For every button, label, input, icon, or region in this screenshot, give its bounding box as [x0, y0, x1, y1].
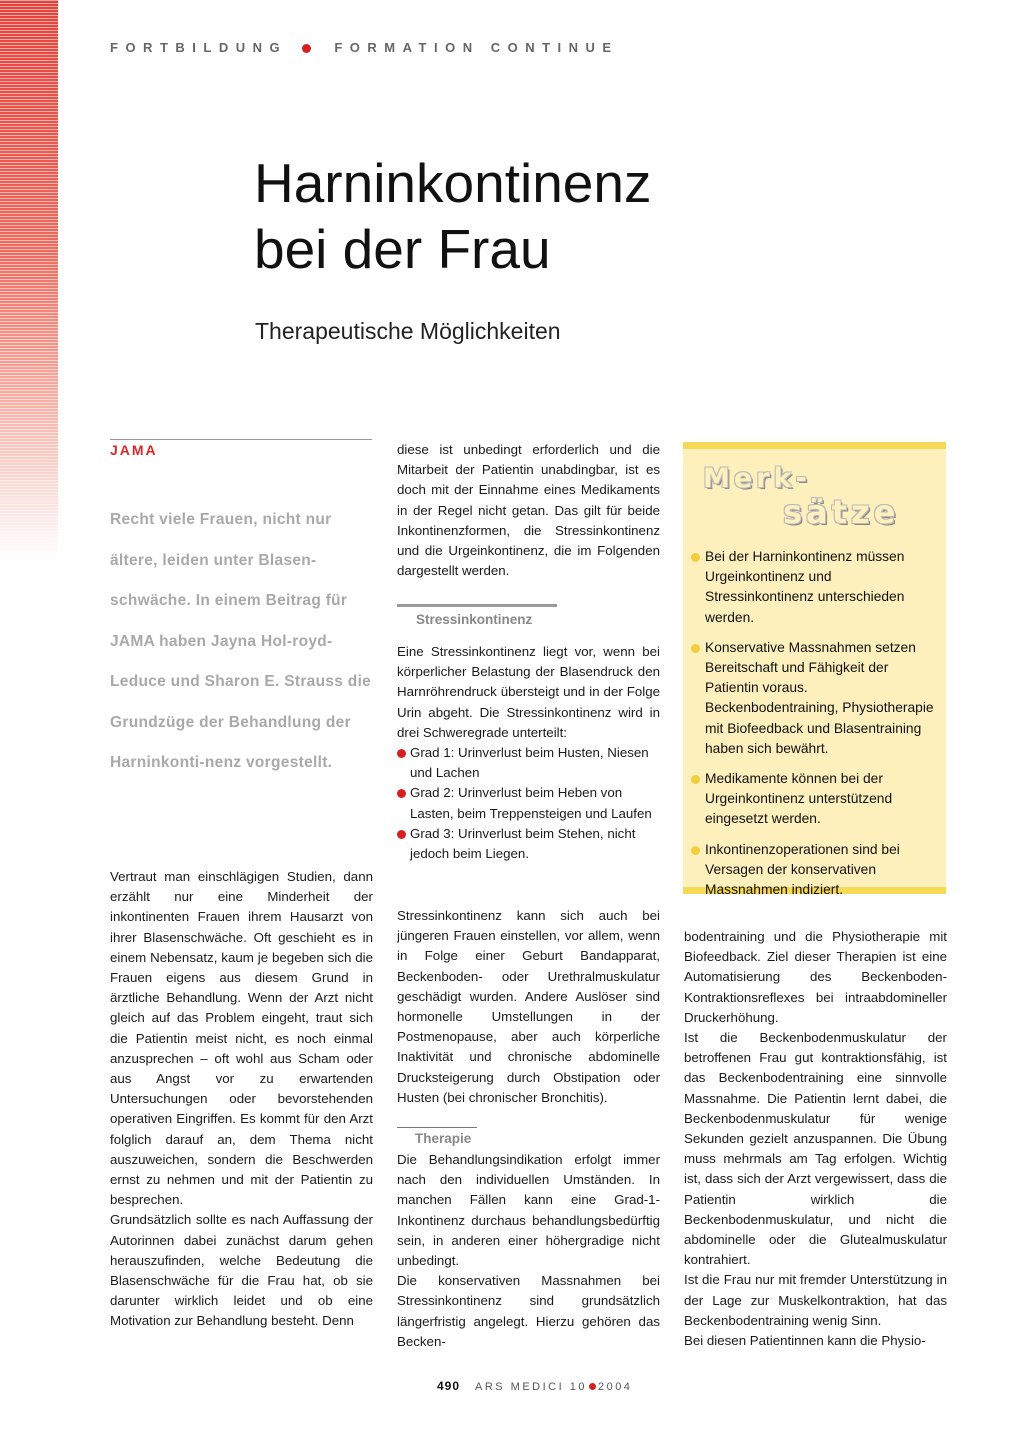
col3-paragraph-2: Ist die Beckenbodenmuskulatur der betroffenen Frau gut kontraktionsfähig, ist das Beckenbodentraining eine sinnvolle Massnahme. Die Patientin lernt dabei, die Beckenbodenmuskulatur für wenige Sekunden gezielt anzuspannen. Die Übung muss mehrmals am Tag erfolgen. Wichtig ist, dass sich der Arzt vergewissert, dass die Patientin wirklich die Beckenbodenmuskulatur, und nicht die abdominelle oder die Glutealmuskulatur kontrahiert. — [684, 1030, 947, 1268]
running-head-dot — [302, 44, 311, 53]
col2-paragraph-2: Eine Stressinkontinenz liegt vor, wenn bei körperlicher Belastung der Blasendruck den Harnröhrendruck übersteigt und in der Folge Urin abgeht. Die Stressinkontinenz wird in drei Schweregrade unterteilt: — [397, 644, 660, 740]
column-3-body — [684, 927, 947, 1351]
list-item: Grad 1: Urinverlust beim Husten, Niesen und Lachen — [397, 743, 660, 783]
grade-list — [397, 743, 660, 864]
edge-color-stripe — [0, 0, 58, 560]
article-title — [254, 150, 651, 282]
running-head-left: FORTBILDUNG — [110, 40, 288, 55]
article-subtitle: Therapeutische Möglichkeiten — [255, 318, 561, 344]
column-2-intro — [397, 440, 660, 581]
title-line-2: bei der Frau — [254, 218, 551, 280]
title-line-1: Harninkontinenz — [254, 152, 652, 214]
stress-heading-rule — [397, 604, 557, 607]
col2-paragraph-1: diese ist unbedingt erforderlich und die Mitarbeit der Patientin unabdingbar, ist es doch mit der Einnahme eines Medikaments in der Regel nicht getan. Das gilt für beide Inkontinenzformen, die Stressinkontinenz und die Urgeinkontinenz, die im Folgenden dargestellt werden. — [397, 442, 660, 579]
list-item: Grad 3: Urinverlust beim Stehen, nicht jedoch beim Liegen. — [397, 824, 660, 864]
journal-year: 2004 — [597, 1381, 633, 1393]
journal-name: ARS MEDICI 10 — [474, 1381, 587, 1393]
merksaetze-list — [691, 547, 939, 910]
running-head-right: FORMATION CONTINUE — [334, 40, 619, 55]
heading-stressinkontinenz: Stressinkontinenz — [416, 612, 533, 627]
col2-paragraph-4: Die Behandlungsindikation erfolgt immer nach den individuellen Umständen. In manchen Fällen kann eine Grad-1-Inkontinenz durchaus behandlungsbedürftig sein, in anderen einer höhergradige nicht unbedingt. — [397, 1152, 660, 1269]
column-2-stress — [397, 642, 660, 864]
column-2-causes — [397, 906, 660, 1108]
merksaetze-title-2: sätze — [783, 493, 900, 531]
col1-paragraph-1: Vertraut man einschlägigen Studien, dann erzählt nur eine Minderheit der inkontinenten Frauen ihrem Hausarzt von ihrer Blasenschwäche. Oft geschieht es in einem Nebensatz, kaum je begeben sich die Frauen eigens aus diesem Grund in ärztliche Behandlung. Wenn der Arzt nicht gleich auf das Problem eingeht, traut sich die Patientin meist nicht, es noch einmal anzusprechen – oft wohl aus Scham oder aus Angst vor zu erwartenden Untersuchungen oder bevorstehenden operativen Eingriffen. Es kommt für den Arzt folglich darauf an, dem Thema nicht auszuweichen, sondern die Beschwerden ernst zu nehmen und mit der Patientin zu besprechen. — [110, 869, 373, 1208]
col2-paragraph-3: Stressinkontinenz kann sich auch bei jüngeren Frauen einstellen, vor allem, wenn in Folge einer Geburt Bandapparat, Beckenboden- oder Urethralmuskulatur geschädigt wurden. Andere Auslöser sind hormonelle Umstellungen in der Postmenopause, aber auch körperliche Inaktivität und chronische abdominelle Drucksteigerung durch Obstipation oder Husten (bei chronischer Bronchitis). — [397, 908, 660, 1105]
page-footer — [437, 1379, 632, 1393]
column-2-therapy — [397, 1150, 660, 1352]
heading-therapie: Therapie — [415, 1131, 472, 1146]
merksaetze-box — [683, 442, 946, 898]
col3-paragraph-4: Bei diesen Patientinnen kann die Physio- — [684, 1333, 926, 1349]
running-head — [110, 40, 619, 55]
list-item: Konservative Massnahmen setzen Bereitschaft und Fähigkeit der Patientin voraus. Beckenbodentraining, Physiotherapie mit Biofeedback und Blasentraining haben sich bewährt. — [691, 638, 939, 759]
footer-dot — [589, 1383, 596, 1390]
col2-paragraph-5: Die konservativen Massnahmen bei Stressinkontinenz sind grundsätzlich längerfristig angelegt. Hierzu gehören das Becken- — [397, 1273, 660, 1349]
page-number: 490 — [437, 1379, 461, 1393]
column-1-body — [110, 867, 373, 1332]
list-item: Bei der Harninkontinenz müssen Urgeinkontinenz und Stressinkontinenz unterschieden werden. — [691, 547, 939, 628]
col3-paragraph-1: bodentraining und die Physiotherapie mit Biofeedback. Ziel dieser Therapien ist eine Automatisierung des Beckenboden-Kontraktionsreflexes bei intraabdomineller Druckerhöhung. — [684, 929, 947, 1025]
merksaetze-title-1: Merk- — [703, 463, 811, 494]
col1-paragraph-2: Grundsätzlich sollte es nach Auffassung der Autorinnen dabei zunächst darum gehen herauszufinden, welche Bedeutung die Blasenschwäche für die Frau hat, ob sie darunter wirklich leidet und ob eine Motivation zur Behandlung besteht. Denn — [110, 1212, 373, 1329]
col3-paragraph-3: Ist die Frau nur mit fremder Unterstützung in der Lage zur Muskelkontraktion, hat das Beckenbodentraining wenig Sinn. — [684, 1272, 947, 1328]
list-item: Inkontinenzoperationen sind bei Versagen der konservativen Massnahmen indiziert. — [691, 840, 939, 901]
source-rule — [110, 439, 372, 440]
list-item: Grad 2: Urinverlust beim Heben von Lasten, beim Treppensteigen und Laufen — [397, 783, 660, 823]
therapie-heading-rule — [397, 1127, 477, 1128]
list-item: Medikamente können bei der Urgeinkontinenz unterstützend eingesetzt werden. — [691, 769, 939, 830]
lead-paragraph: Recht viele Frauen, nicht nur ältere, leiden unter Blasen-schwäche. In einem Beitrag für JAMA haben Jayna Hol-royd-Leduce und Sharon E. Strauss die Grundzüge der Behandlung der Harninkonti-nenz vorgestellt. — [110, 511, 372, 771]
source-label: JAMA — [110, 442, 158, 458]
